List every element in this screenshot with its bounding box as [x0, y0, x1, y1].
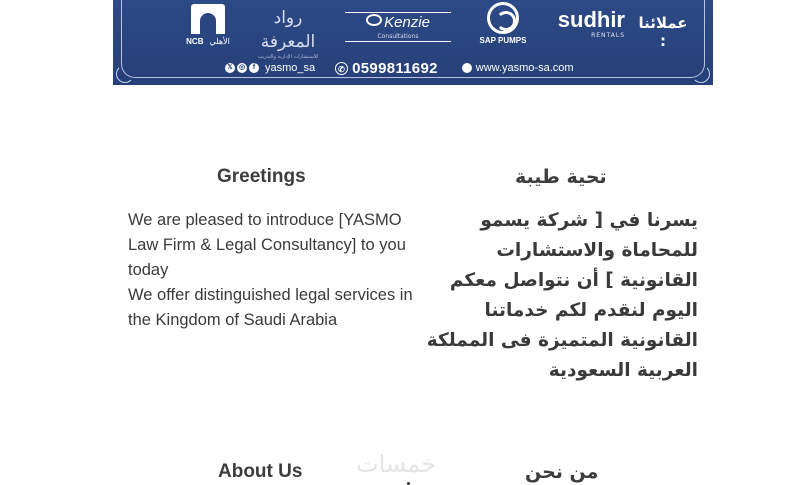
greetings-title-ar: تحية طيبة	[515, 166, 607, 188]
about-title-en: About Us	[218, 461, 303, 482]
kenzie-name: Kenzie	[384, 14, 430, 31]
greetings-body-ar: يسرنا في [ شركة يسمو للمحاماة والاستشارات القانونية ] أن نتواصل معكم اليوم لنقدم لكم خدماتنا القانونية المتميزة فى المملكة العربية السعودية	[426, 210, 698, 381]
clients-label: عملائنا :	[638, 14, 688, 50]
x-icon[interactable]: 𝕏	[225, 63, 235, 73]
ncb-logo	[183, 4, 233, 46]
watermark: خمسات	[356, 450, 437, 478]
phone-icon: ✆	[335, 62, 348, 75]
ncb-mark: NCB	[186, 37, 204, 46]
kenzie-logo	[345, 12, 451, 42]
ruwad-logo	[248, 6, 328, 60]
greetings-body-en	[128, 208, 413, 333]
sudhir-subtitle: RENTALS	[591, 32, 625, 39]
ruwad-name: رواد المعرفة	[260, 8, 316, 52]
website-link[interactable]	[462, 62, 574, 74]
phone-number[interactable]: 0599811692	[352, 59, 438, 77]
sudhir-logo	[545, 8, 625, 39]
kenzie-subtitle: Consultations	[377, 33, 419, 40]
instagram-icon[interactable]: ◎	[238, 64, 246, 71]
facebook-icon[interactable]: f	[249, 63, 259, 73]
ncb-gate-icon	[191, 4, 225, 34]
sap-name: SAP PUMPS	[479, 36, 527, 45]
ruwad-subtitle: للاستشارات الإدارية والتدريب	[257, 54, 319, 60]
ncb-arabic: الأهلي	[209, 37, 230, 46]
ornament-left	[116, 65, 134, 83]
social-links[interactable]	[225, 62, 315, 74]
kenzie-swoosh-icon	[366, 14, 382, 26]
globe-icon	[462, 63, 472, 73]
about-title-ar: من نحن	[525, 461, 599, 483]
sap-swirl-icon	[487, 2, 519, 34]
greetings-services-en: We offer distinguished legal services in the Kingdom of Saudi Arabia	[128, 286, 413, 329]
greetings-title-en: Greetings	[217, 166, 306, 187]
social-handle[interactable]: yasmo_sa	[265, 62, 316, 74]
partners-banner	[113, 0, 713, 85]
sudhir-name: sudhir	[557, 7, 625, 32]
contact-row	[225, 58, 701, 78]
website-url[interactable]: www.yasmo-sa.com	[475, 62, 574, 74]
sap-pumps-logo	[471, 2, 535, 45]
phone-contact[interactable]	[335, 60, 438, 77]
greetings-intro-en: We are pleased to introduce [YASMO Law Firm & Legal Consultancy] to you today	[128, 211, 406, 279]
